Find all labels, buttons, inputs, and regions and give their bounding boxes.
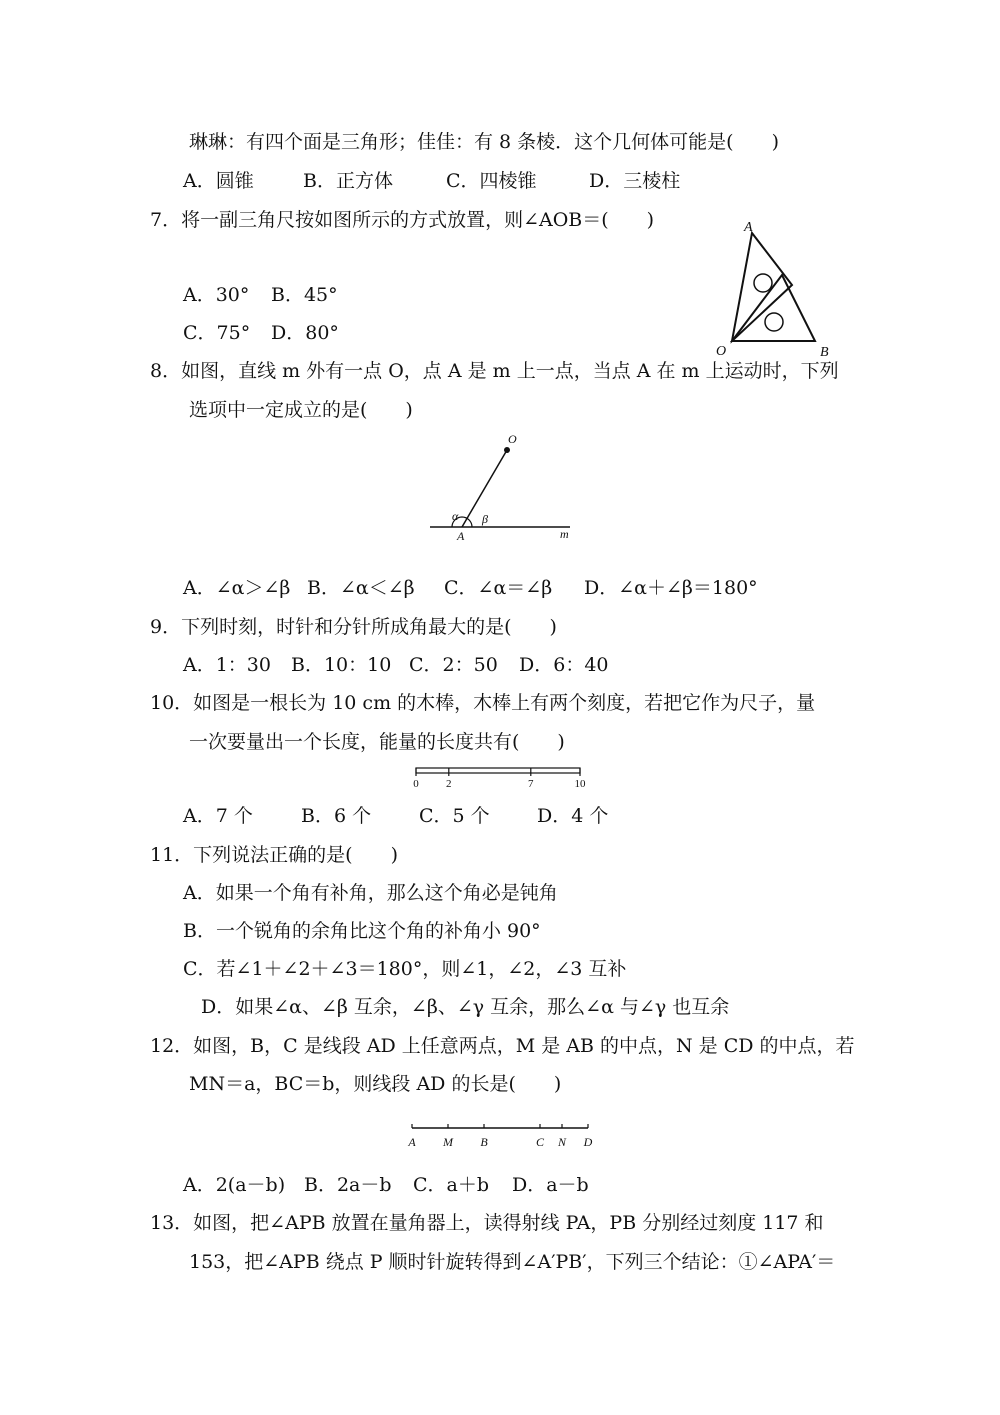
segment-point-label: C bbox=[535, 1135, 545, 1149]
q12-option-c[interactable]: C．a＋b bbox=[413, 1174, 490, 1196]
q10-option-b[interactable]: B．6 个 bbox=[301, 805, 372, 827]
q6-stem: 琳琳：有四个面是三角形；佳佳：有 8 条棱．这个几何体可能是( ) bbox=[189, 131, 779, 153]
q7-option-c[interactable]: C．75° bbox=[183, 322, 251, 344]
q7-option-a[interactable]: A．30° bbox=[183, 284, 250, 306]
q11-option-d[interactable]: D．如果∠α、∠β 互余，∠β、∠γ 互余，那么∠α 与∠γ 也互余 bbox=[201, 996, 730, 1018]
q12-stem-line1: 12．如图，B，C 是线段 AD 上任意两点，M 是 AB 的中点，N 是 CD 的中点，若 bbox=[150, 1035, 855, 1057]
segment bbox=[407, 1124, 592, 1149]
segment-point-label: A bbox=[408, 1135, 416, 1149]
q11-option-c[interactable]: C．若∠1＋∠2＋∠3＝180°，则∠1，∠2，∠3 互补 bbox=[183, 958, 627, 980]
ruler-tick-label: 0 bbox=[413, 778, 419, 790]
q7-label-b: B bbox=[820, 345, 829, 360]
q6-options bbox=[183, 168, 680, 194]
q8-label-a: A bbox=[457, 529, 465, 543]
q8-label-o: O bbox=[508, 432, 517, 446]
q7-options-row2 bbox=[183, 320, 339, 346]
segment-point-label: B bbox=[480, 1135, 488, 1149]
q6-option-c[interactable]: C．四棱锥 bbox=[446, 170, 537, 192]
q10-options bbox=[183, 803, 608, 829]
q7-triangle-figure bbox=[710, 215, 840, 360]
q7-option-d[interactable]: D．80° bbox=[271, 322, 339, 344]
q7-circle-lower bbox=[765, 313, 783, 331]
q9-option-d[interactable]: D．6：40 bbox=[519, 654, 609, 676]
q10-option-c[interactable]: C．5 个 bbox=[419, 805, 490, 827]
q9-options bbox=[183, 652, 609, 678]
q12-option-d[interactable]: D．a－b bbox=[512, 1174, 589, 1196]
q8-option-a[interactable]: A．∠α＞∠β bbox=[183, 577, 291, 599]
q9-option-c[interactable]: C．2：50 bbox=[409, 654, 498, 676]
q8-line-figure bbox=[420, 428, 585, 548]
q8-options bbox=[183, 575, 758, 601]
q10-option-a[interactable]: A．7 个 bbox=[183, 805, 253, 827]
q6-option-a[interactable]: A．圆锥 bbox=[183, 170, 254, 192]
q8-point-o bbox=[504, 447, 510, 453]
q10-stem-line2: 一次要量出一个长度，能量的长度共有( ) bbox=[189, 731, 565, 753]
ruler-tick-label: 7 bbox=[528, 778, 534, 790]
q10-stem-line1: 10．如图是一根长为 10 cm 的木棒，木棒上有两个刻度，若把它作为尺子，量 bbox=[150, 692, 816, 714]
q11-stem: 11．下列说法正确的是( ) bbox=[150, 844, 399, 866]
q8-label-beta: β bbox=[482, 512, 488, 526]
ruler-tick-label: 10 bbox=[574, 778, 586, 790]
q8-option-d[interactable]: D．∠α＋∠β＝180° bbox=[584, 577, 758, 599]
ruler bbox=[413, 768, 586, 790]
q12-options bbox=[183, 1172, 589, 1198]
q8-option-c[interactable]: C．∠α＝∠β bbox=[444, 577, 553, 599]
q11-option-b[interactable]: B．一个锐角的余角比这个角的补角小 90° bbox=[183, 920, 541, 942]
q7-option-b[interactable]: B．45° bbox=[271, 284, 338, 306]
q8-label-alpha: α bbox=[452, 509, 459, 523]
q8-option-b[interactable]: B．∠α＜∠β bbox=[307, 577, 415, 599]
q6-option-b[interactable]: B．正方体 bbox=[303, 170, 393, 192]
q7-circle-upper bbox=[754, 274, 772, 292]
segment-point-label: D bbox=[583, 1135, 593, 1149]
q9-option-a[interactable]: A．1：30 bbox=[183, 654, 271, 676]
q7-label-o: O bbox=[716, 344, 727, 359]
q10-ruler-figure bbox=[408, 762, 593, 792]
q6-option-d[interactable]: D．三棱柱 bbox=[589, 170, 681, 192]
segment-point-label: M bbox=[443, 1135, 453, 1149]
q13-stem-line1: 13．如图，把∠APB 放置在量角器上，读得射线 PA，PB 分别经过刻度 117 和 bbox=[150, 1212, 824, 1234]
q13-stem-line2: 153，把∠APB 绕点 P 顺时针旋转得到∠A′PB′，下列三个结论：①∠APA′＝ bbox=[189, 1251, 836, 1273]
segment-point-label: N bbox=[557, 1135, 567, 1149]
q12-option-a[interactable]: A．2(a－b) bbox=[183, 1174, 286, 1196]
q9-stem: 9．下列时刻，时针和分针所成角最大的是( ) bbox=[150, 616, 557, 638]
q8-stem-line1: 8．如图，直线 m 外有一点 O，点 A 是 m 上一点，当点 A 在 m 上运动时，下列 bbox=[150, 360, 839, 382]
q12-segment-figure bbox=[400, 1120, 600, 1152]
q7-label-a: A bbox=[744, 220, 753, 235]
q7-options-row1 bbox=[183, 282, 338, 308]
q9-option-b[interactable]: B．10：10 bbox=[291, 654, 392, 676]
ruler-tick-label: 2 bbox=[446, 778, 452, 790]
q8-stem-line2: 选项中一定成立的是( ) bbox=[189, 399, 413, 421]
q10-option-d[interactable]: D．4 个 bbox=[537, 805, 609, 827]
q8-label-m: m bbox=[560, 527, 569, 541]
q7-stem: 7．将一副三角尺按如图所示的方式放置，则∠AOB＝( ) bbox=[150, 209, 655, 231]
q12-option-b[interactable]: B．2a－b bbox=[304, 1174, 392, 1196]
q11-option-a[interactable]: A．如果一个角有补角，那么这个角必是钝角 bbox=[183, 882, 558, 904]
q12-stem-line2: MN＝a，BC＝b，则线段 AD 的长是( ) bbox=[189, 1073, 562, 1095]
ruler-bar bbox=[416, 768, 580, 773]
